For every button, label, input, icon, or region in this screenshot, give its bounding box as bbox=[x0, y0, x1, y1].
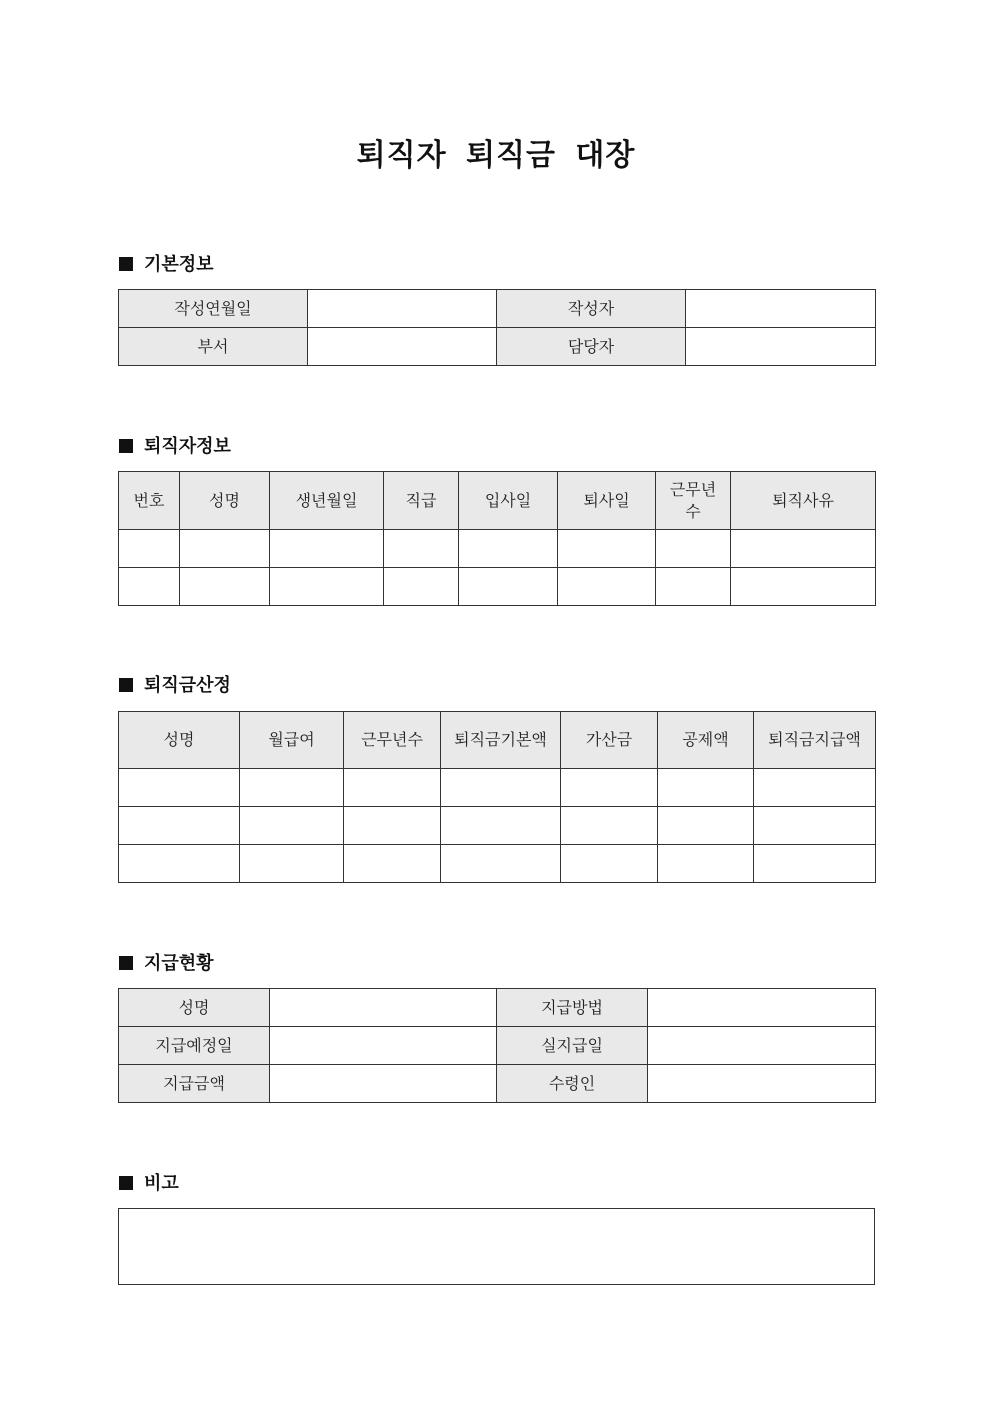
label-cell: 지급방법 bbox=[497, 989, 648, 1027]
table-cell[interactable] bbox=[754, 769, 876, 807]
label-cell: 지급금액 bbox=[119, 1065, 270, 1103]
value-cell-author[interactable] bbox=[686, 290, 876, 328]
section-title: 퇴직금산정 bbox=[144, 675, 231, 696]
column-header: 가산금 bbox=[561, 712, 658, 769]
payment-status-table bbox=[118, 988, 876, 1103]
table-cell[interactable] bbox=[119, 807, 240, 845]
table-cell[interactable] bbox=[731, 568, 876, 606]
table-cell[interactable] bbox=[561, 769, 658, 807]
table-cell[interactable] bbox=[441, 807, 561, 845]
table-cell[interactable] bbox=[658, 807, 754, 845]
value-cell-written-date[interactable] bbox=[308, 290, 497, 328]
value-cell-department[interactable] bbox=[308, 328, 497, 366]
table-cell[interactable] bbox=[240, 769, 344, 807]
table-cell[interactable] bbox=[344, 769, 441, 807]
document-title: 퇴직자 퇴직금 대장 bbox=[356, 138, 636, 173]
table-row bbox=[119, 845, 876, 883]
table-row bbox=[119, 290, 876, 328]
table-cell[interactable] bbox=[270, 530, 384, 568]
column-header: 퇴직사유 bbox=[731, 472, 876, 530]
table-cell[interactable] bbox=[656, 568, 731, 606]
value-cell-manager[interactable] bbox=[686, 328, 876, 366]
table-cell[interactable] bbox=[240, 807, 344, 845]
table-cell[interactable] bbox=[119, 845, 240, 883]
table-cell[interactable] bbox=[441, 845, 561, 883]
label-cell: 수령인 bbox=[497, 1065, 648, 1103]
section-heading-payment-status bbox=[119, 952, 214, 976]
table-header-row bbox=[119, 472, 876, 530]
table-cell[interactable] bbox=[754, 845, 876, 883]
square-bullet-icon bbox=[119, 257, 133, 271]
table-cell[interactable] bbox=[119, 530, 180, 568]
value-cell-payment-method[interactable] bbox=[648, 989, 876, 1027]
table-cell[interactable] bbox=[561, 807, 658, 845]
label-cell: 작성자 bbox=[497, 290, 686, 328]
column-header: 입사일 bbox=[459, 472, 558, 530]
table-cell[interactable] bbox=[344, 807, 441, 845]
table-cell[interactable] bbox=[459, 530, 558, 568]
table-cell[interactable] bbox=[558, 530, 656, 568]
table-cell[interactable] bbox=[180, 530, 270, 568]
section-heading-severance-calc bbox=[119, 674, 231, 698]
section-heading-basic-info bbox=[119, 253, 214, 277]
section-title: 지급현황 bbox=[144, 953, 214, 974]
table-cell[interactable] bbox=[658, 769, 754, 807]
table-cell[interactable] bbox=[119, 769, 240, 807]
column-header: 근무년수 bbox=[344, 712, 441, 769]
retiree-info-table bbox=[118, 471, 876, 606]
column-header: 성명 bbox=[180, 472, 270, 530]
value-cell-actual-date[interactable] bbox=[648, 1027, 876, 1065]
value-cell-recipient[interactable] bbox=[648, 1065, 876, 1103]
section-heading-retiree-info bbox=[119, 435, 231, 459]
table-cell[interactable] bbox=[561, 845, 658, 883]
table-cell[interactable] bbox=[754, 807, 876, 845]
table-row bbox=[119, 769, 876, 807]
label-cell: 부서 bbox=[119, 328, 308, 366]
table-cell[interactable] bbox=[731, 530, 876, 568]
table-cell[interactable] bbox=[558, 568, 656, 606]
table-header-row bbox=[119, 712, 876, 769]
table-cell[interactable] bbox=[459, 568, 558, 606]
label-cell: 실지급일 bbox=[497, 1027, 648, 1065]
table-cell[interactable] bbox=[384, 530, 459, 568]
section-heading-remarks bbox=[119, 1172, 179, 1196]
column-header: 월급여 bbox=[240, 712, 344, 769]
table-row bbox=[119, 530, 876, 568]
table-cell[interactable] bbox=[119, 568, 180, 606]
column-header: 공제액 bbox=[658, 712, 754, 769]
table-row bbox=[119, 989, 876, 1027]
table-cell[interactable] bbox=[656, 530, 731, 568]
label-cell: 지급예정일 bbox=[119, 1027, 270, 1065]
table-cell[interactable] bbox=[658, 845, 754, 883]
table-row bbox=[119, 807, 876, 845]
value-cell-name[interactable] bbox=[270, 989, 497, 1027]
table-row bbox=[119, 328, 876, 366]
table-cell[interactable] bbox=[270, 568, 384, 606]
severance-calc-table bbox=[118, 711, 876, 883]
value-cell-scheduled-date[interactable] bbox=[270, 1027, 497, 1065]
column-header: 번호 bbox=[119, 472, 180, 530]
column-header: 생년월일 bbox=[270, 472, 384, 530]
square-bullet-icon bbox=[119, 439, 133, 453]
table-cell[interactable] bbox=[441, 769, 561, 807]
column-header: 직급 bbox=[384, 472, 459, 530]
table-row bbox=[119, 1065, 876, 1103]
column-header: 퇴직금기본액 bbox=[441, 712, 561, 769]
square-bullet-icon bbox=[119, 1176, 133, 1190]
label-cell: 작성연월일 bbox=[119, 290, 308, 328]
table-cell[interactable] bbox=[384, 568, 459, 606]
section-title: 기본정보 bbox=[144, 254, 214, 275]
remarks-field[interactable] bbox=[118, 1208, 875, 1285]
table-row bbox=[119, 568, 876, 606]
value-cell-amount[interactable] bbox=[270, 1065, 497, 1103]
table-row bbox=[119, 1027, 876, 1065]
column-header: 근무년수 bbox=[656, 472, 731, 530]
square-bullet-icon bbox=[119, 678, 133, 692]
square-bullet-icon bbox=[119, 956, 133, 970]
section-title: 비고 bbox=[144, 1173, 179, 1194]
table-cell[interactable] bbox=[180, 568, 270, 606]
section-title: 퇴직자정보 bbox=[144, 436, 231, 457]
table-cell[interactable] bbox=[240, 845, 344, 883]
basic-info-table bbox=[118, 289, 876, 366]
table-cell[interactable] bbox=[344, 845, 441, 883]
column-header: 퇴직금지급액 bbox=[754, 712, 876, 769]
column-header: 성명 bbox=[119, 712, 240, 769]
label-cell: 성명 bbox=[119, 989, 270, 1027]
label-cell: 담당자 bbox=[497, 328, 686, 366]
column-header: 퇴사일 bbox=[558, 472, 656, 530]
